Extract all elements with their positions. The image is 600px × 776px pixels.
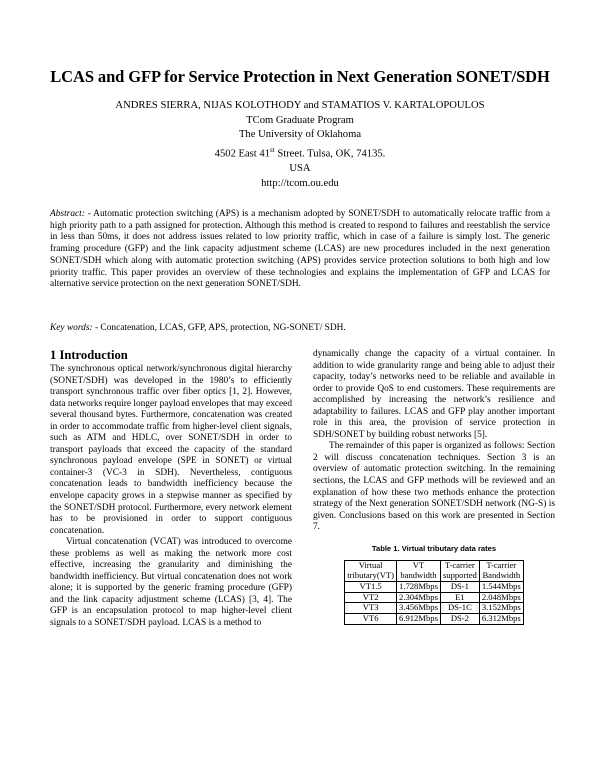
table-cell: 3.152Mbps — [479, 603, 523, 614]
intro-paragraph-4: The remainder of this paper is organized as follows: Section 2 will discuss concatenation techniques. Section 3 is an overview of automatic protection switching. In the remaining sections, the LCAS and GFP methods will be reviewed and an explanation of how these two methods enhance the protection strategy of the Next generation SONET/SDH network (NG-S) is given. Conclusions based on this work are presented in Section 7. — [313, 441, 555, 533]
table-row — [345, 592, 524, 603]
abstract — [50, 209, 550, 291]
university-name: The University of Oklahoma — [238, 129, 362, 141]
table-cell: DS-1C — [440, 603, 479, 614]
table-cell: VT6 — [345, 614, 397, 625]
right-column — [313, 349, 555, 625]
table-cell: DS-2 — [440, 614, 479, 625]
data-rate-table — [344, 560, 524, 625]
table-cell: 6.912Mbps — [397, 614, 441, 625]
table-header-cell: Virtual tributary(VT) — [345, 561, 397, 582]
keywords-text: - Concatenation, LCAS, GFP, APS, protection, NG-SONET/ SDH. — [92, 323, 346, 333]
table-cell: 1.544Mbps — [479, 581, 523, 592]
intro-paragraph-1: The synchronous optical network/synchronous digital hierarchy (SONET/SDH) was developed in the 1980’s to efficiently transport synchronous traffic over fiber optics [1, 2]. However, data networks require longer payload envelopes that may exceed several thousand bytes. Furthermore, concatenation was created in order to accommodate traffic from higher-level client signals, such as ATM and HDLC, over SONET/SDH in order to transport payloads that exceed the capacity of the standard synchronous payload envelope (SPE in SONET) or virtual container-3 (VC-3 in SDH). Nevertheless, contiguous concatenation leads to bandwidth inefficiency because the envelope capacity grows in a stepwise manner as specified by the SONET/SDH protocol. Furthermore, every network element has to be provisioned in order to support contiguous concatenation. — [50, 364, 292, 536]
table-header-cell: T-carrier supported — [440, 561, 479, 582]
keywords-label: Key words: — [50, 323, 93, 333]
abstract-label: Abstract: — [50, 209, 85, 219]
author-names: ANDRES SIERRA, NIJAS KOLOTHODY and STAMATIOS V. KARTALOPOULOS — [115, 100, 485, 111]
table-cell: DS-1 — [440, 581, 479, 592]
address-ordinal: st — [270, 145, 275, 154]
table-cell: VT3 — [345, 603, 397, 614]
table-caption: Table 1. Virtual tributary data rates — [371, 543, 497, 553]
keywords — [50, 322, 550, 334]
table-header-cell: VT bandwidth — [397, 561, 441, 582]
table-row — [345, 603, 524, 614]
table-cell: VT1.5 — [345, 581, 397, 592]
street-address — [40, 143, 560, 162]
table-row — [345, 614, 524, 625]
section-heading: 1 Introduction — [50, 348, 128, 362]
paper-title: LCAS and GFP for Service Protection in Next Generation SONET/SDH — [50, 67, 550, 86]
website-url: http://tcom.ou.edu — [261, 177, 339, 189]
table-cell: E1 — [440, 592, 479, 603]
table-cell: VT2 — [345, 592, 397, 603]
table-header-row — [345, 561, 524, 582]
country: USA — [289, 162, 311, 174]
table-row — [345, 581, 524, 592]
intro-paragraph-2: Virtual concatenation (VCAT) was introduced to overcome these problems as well as making the network more cost effective, increasing the granularity and diminishing the bandwidth inefficiency. But virtual concatenation does not work alone; it is supported by the generic framing procedure (GFP) and the link capacity adjustment scheme (LCAS) [3, 4]. The GFP is an encapsulation protocol to map higher-level client signals to a SONET/SDH payload. LCAS is a method to — [50, 537, 292, 629]
table-cell: 2.304Mbps — [397, 592, 441, 603]
abstract-text: - Automatic protection switching (APS) is a mechanism adopted by SONET/SDH to automatically relocate traffic from a high priority path to a path assigned for protection. Although this method is created to respond to failures and reestablish the service in less than 50ms, it does not address issues related to low priority traffic, which in case of a failure is simply lost. The generic framing procedure (GFP) and the link capacity adjustment scheme (LCAS) are new procedures included in the next generation SONET/SDH which along with automatic protection switching (APS) provides service protection solutions to both high and low priority traffic. This paper provides an overview of these technologies and explains the implementation of GFP and LCAS for alternative service protection on the next generation SONET/SDH. — [50, 209, 550, 290]
table-cell: 6.312Mbps — [479, 614, 523, 625]
left-column — [50, 348, 292, 630]
table-cell: 2.048Mbps — [479, 592, 523, 603]
address-rest: Street. Tulsa, OK, 74135. — [274, 148, 386, 160]
intro-paragraph-3: dynamically change the capacity of a virtual container. In addition to wide granularity range and being able to adjust their capacity, today’s networks need to be reliable and available in order to provide QoS to end customers. These requirements are accomplished by increasing the network’s resilience and adaptability to failures. LCAS and GFP play another important role in this area, the provision of service protection in SDH/SONET by building robust networks [5]. — [313, 349, 555, 440]
table-cell: 3.456Mbps — [397, 603, 441, 614]
address-number: 4502 East 41 — [214, 148, 270, 160]
program-name: TCom Graduate Program — [246, 114, 354, 126]
table-cell: 1.728Mbps — [397, 581, 441, 592]
author-block — [40, 99, 560, 191]
table-header-cell: T-carrier Bandwidth — [479, 561, 523, 582]
